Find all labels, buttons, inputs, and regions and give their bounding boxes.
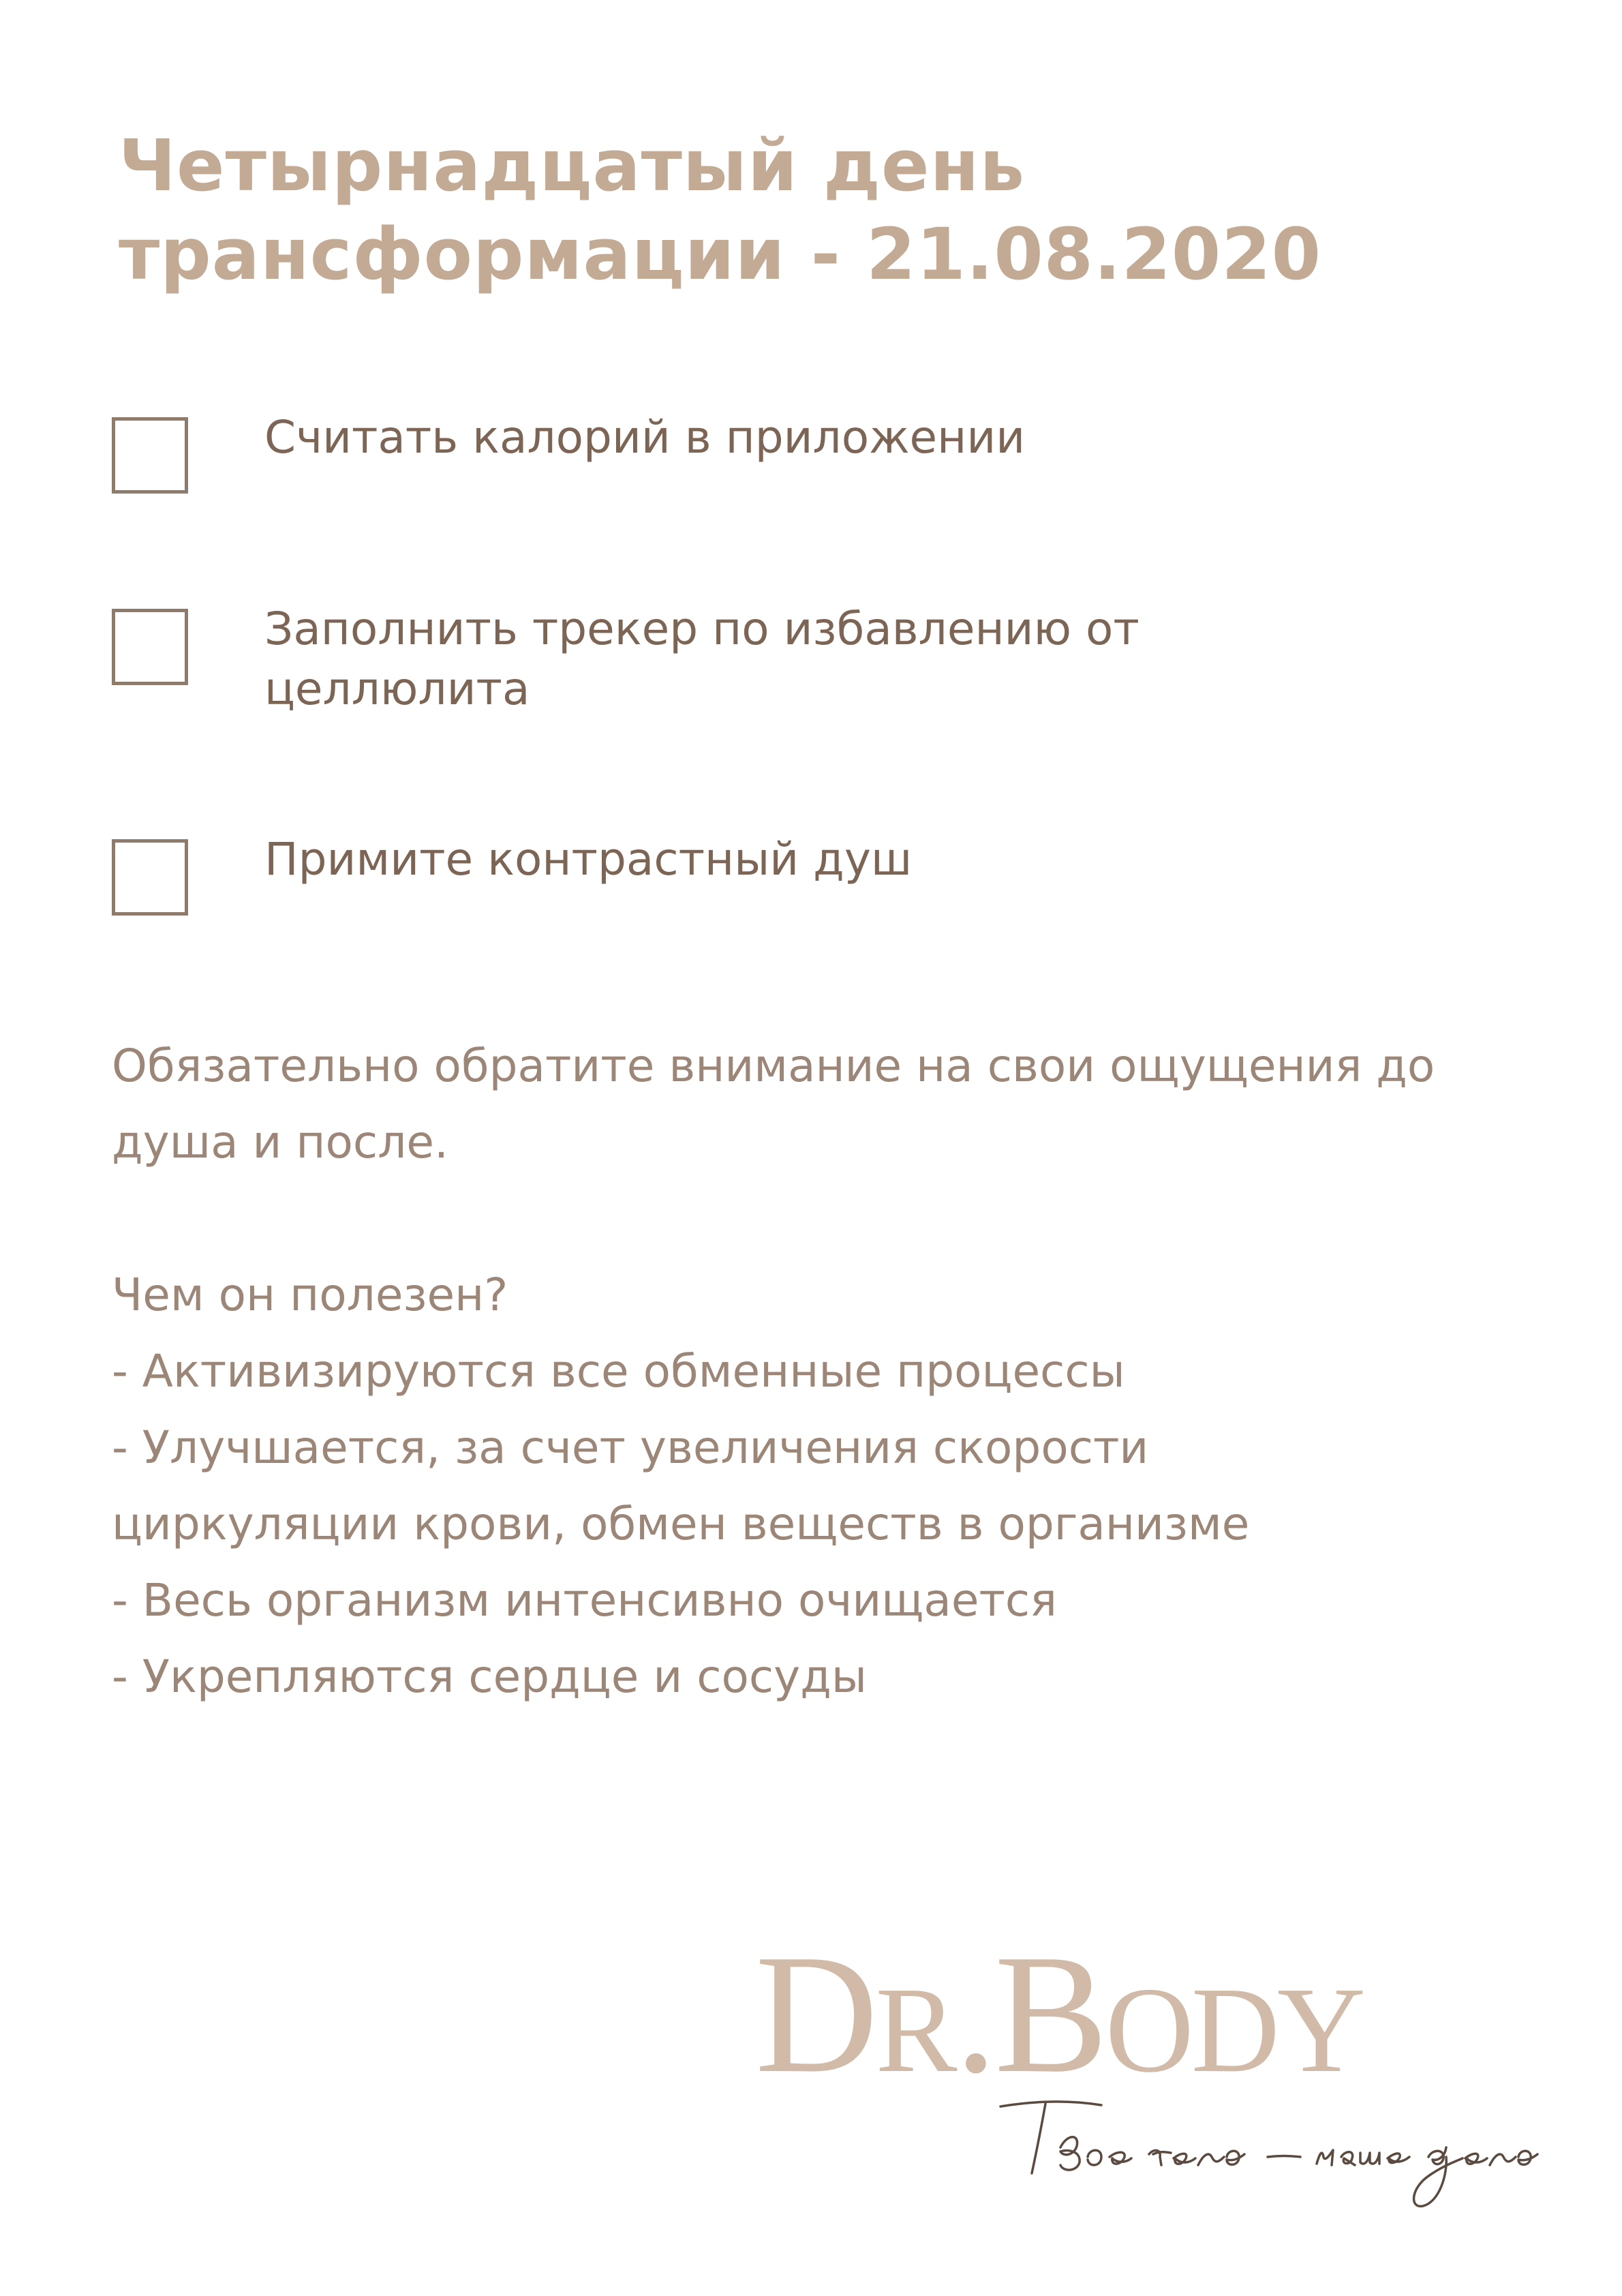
notes-spacer xyxy=(112,1181,1543,1257)
tagline-script-icon xyxy=(992,2086,1558,2216)
task-checkbox[interactable] xyxy=(112,609,188,685)
task-checkbox[interactable] xyxy=(112,839,188,916)
task-label: Заполнить трекер по избавлению от целлюлита xyxy=(264,603,1139,715)
task-label: Примите контрастный душ xyxy=(264,833,913,886)
task-checkbox[interactable] xyxy=(112,417,188,494)
benefit-item: - Весь организм интенсивно очищается xyxy=(112,1574,1057,1627)
task-label: Считать калорий в приложении xyxy=(264,411,1026,464)
logo-tagline-signature xyxy=(992,2086,1558,2216)
brand-logo xyxy=(755,1920,1559,2229)
page-title: Четырнадцатый день трансформации - 21.08.2020 xyxy=(119,124,1322,296)
tagline-text xyxy=(992,2086,1000,2087)
notes-question: Чем он полезен? xyxy=(112,1269,508,1321)
benefit-item: - Активизируются все обменные процессы xyxy=(112,1345,1125,1398)
notes-section xyxy=(112,1028,1543,1715)
benefit-item: - Укрепляются сердце и сосуды xyxy=(112,1650,867,1703)
benefit-item: - Улучшается, за счет увеличения скорости циркуляции крови, обмен веществ в организме xyxy=(112,1421,1250,1550)
notes-intro: Обязательно обратите внимание на свои ощущения до душа и после. xyxy=(112,1040,1435,1168)
logo-wordmark: DR.BODY xyxy=(755,1920,1363,2109)
